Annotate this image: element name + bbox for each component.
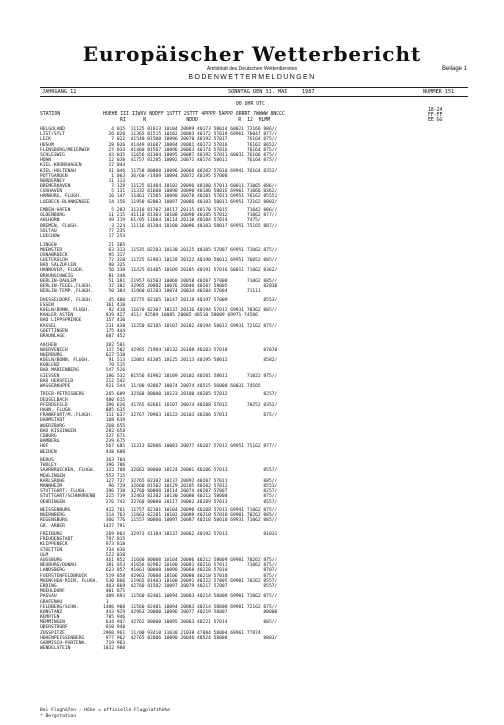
station-data: 1486 908 11560 82401 10094 20083 40214 58008 69901 72162 875//	[103, 604, 278, 610]
station-name: HAHN, FLUGH.	[40, 408, 74, 414]
station-data: 363 704	[103, 458, 126, 464]
station-name: LINGEN	[40, 242, 57, 248]
station-name: BRAUNLAGE	[40, 334, 65, 340]
station-name: DARMSTADT	[40, 418, 65, 424]
station-data: 50 384 31960 01203 10074 20034 40204 57004 71111	[103, 289, 261, 295]
station-data: 607 452	[103, 334, 126, 340]
station-name: KARLSRUHE	[40, 478, 65, 484]
station-name: GUETERSLOH	[40, 258, 68, 264]
station-row	[40, 200, 480, 205]
station-data: 92 410 11670 82307 10137 20116 40194 57012 69931 70362 885//	[103, 308, 278, 314]
station-name: WENDELSTEIN	[40, 646, 71, 652]
station-name: FREIBURG	[40, 532, 63, 538]
station-name: BAD KISSINGEN	[40, 428, 76, 434]
station-row	[40, 234, 480, 239]
station-data: 98 325	[103, 263, 126, 269]
station-data: 5 203 31310 81707 10117 20115 40170 57015 71042 886//	[103, 208, 278, 214]
station-name: KIEL-HOLTENAU	[40, 168, 76, 174]
station-data: 553 715	[103, 473, 126, 479]
station-data: 480 615	[103, 397, 126, 403]
station-data: 212 542	[103, 378, 126, 384]
station-name: GOETTINGEN	[40, 328, 68, 334]
station-name: PFERDSFELD	[40, 402, 68, 408]
station-data: 2960 961 11/00 93410 11038 21038 47084 58004 69961 77874	[103, 630, 261, 636]
station-name: AUGSBURG	[40, 558, 63, 563]
station-name: BAD LIPPSPRINGE	[40, 318, 82, 324]
station-data: 522 838	[103, 552, 126, 558]
station-name: OEHRINGEN	[40, 499, 65, 505]
issue-date: SONNTAG DEN 31. MAI	[228, 89, 288, 95]
station-data: 839 427 411/ 92509 10085 20085 48510 58009 69971 74586	[103, 313, 258, 319]
station-name: HOF	[40, 444, 49, 450]
station-name: FREUDENSTADT	[40, 537, 74, 543]
station-data: 11 113	[103, 178, 126, 184]
station-data: 31 046 11758 80000 10096 20066 40202 57010 69941 76164 8352/	[103, 168, 278, 174]
station-name: THOLEY	[40, 463, 57, 469]
station-data: 705 946	[103, 615, 126, 621]
station-name: NUERBURG	[40, 352, 63, 358]
station-name: ESSEN	[40, 302, 54, 308]
station-data: 438 688	[103, 449, 126, 455]
station-data: 337 671	[103, 433, 126, 439]
beilage-label: Beilage 1	[442, 66, 468, 72]
station-data: 72 320 11725 61903 10128 20122 40190 58012 69951 76052 885//	[103, 258, 278, 264]
station-data: 409 893 11560 82401 10094 20083 40214 58008 69901 71062 875//	[103, 594, 278, 600]
station-data: 3 224 11116 81204 10100 20096 40183 58017 69951 75165 887//	[103, 223, 278, 229]
station-name: KLIPPENECK	[40, 542, 68, 548]
station-name: SOLTAU	[40, 228, 57, 234]
station-name: STUTTGART/SCHNARRENB	[40, 494, 96, 500]
station-name: HELGOLAND	[40, 127, 65, 132]
station-name: BRAUNSCHWEIG	[40, 273, 74, 279]
station-name: COBURG	[40, 433, 57, 439]
station-data: 396 738 32760 80000 10114 20074 40207 57007 8257/	[103, 489, 278, 495]
station-name: STUTTGART, FLUGH.	[40, 489, 88, 495]
station-name: KOBLENZ	[40, 363, 60, 369]
station-data: 7 022 41540 81508 10096 20070 40192 57017 76164 875//	[103, 137, 278, 143]
station-row	[40, 524, 480, 529]
station-name: ZUGSPITZE	[40, 630, 65, 636]
station-data: 91 513 12081 81305 10125 20113 40195 58012 8582/	[103, 358, 278, 364]
station-data: 7 129 11125 81404 10102 20096 40180 57011 60011 71065 886//	[103, 184, 278, 190]
station-name: BAD MARIENBERG	[40, 368, 79, 374]
station-data: 81 348	[103, 273, 126, 279]
station-data: 463 869 42760 81502 10097 20079 40217 57007 8557/	[103, 583, 278, 589]
station-data: 157 430	[103, 318, 126, 324]
station-data: 239 675	[103, 439, 126, 445]
station-name: ERDING	[40, 583, 57, 589]
station-data: 202 501	[103, 342, 126, 348]
station-data: 95 317	[103, 252, 126, 258]
station-data: 28 026 41449 81607 10094 20081 40173 57016 76162 8652/	[103, 142, 278, 148]
station-data: 314 763 11663 82201 10102 20089 40210 57010 69901 70262 885//	[103, 513, 278, 519]
station-name: BERLIN-TEGEL,FLUGH.	[40, 284, 93, 290]
station-data: 401 875	[103, 589, 126, 595]
station-data: 56 338 11425 81405 10109 20105 40191 57016 60011 71062 8362/	[103, 268, 278, 274]
wind-label: FF-FF	[428, 113, 443, 118]
station-name: HOHENPEISSENBERG	[40, 635, 85, 641]
station-row	[40, 289, 480, 294]
station-name: KIEL-KRONSHAGEN	[40, 163, 82, 169]
station-name: NEUBURG/DONAU	[40, 563, 76, 569]
station-name: SAARBRUECKEN, FLUGH.	[40, 468, 96, 474]
station-name: WEISSENBURG	[40, 508, 71, 514]
station-name: MUEHLDORF	[40, 589, 65, 595]
station-data: 77 235	[103, 228, 126, 234]
station-data: 27 033 41460 81507 10096 20063 40174 57016 76164 875//	[103, 147, 278, 153]
station-name: LECK	[40, 137, 52, 143]
station-row	[40, 384, 480, 389]
period-label: 18-24	[428, 108, 443, 113]
station-name: KAHLER ASTEN	[40, 313, 74, 319]
station-data: 1 063 36/60 /1409 10094 20072 40195 57008	[103, 173, 228, 179]
station-data: 14 156 11950 82003 10097 20086 40183 58011 69951 72162 8802/	[103, 199, 278, 205]
station-data: 422 761 11757 82101 10104 20090 40208 57013 69941 71062 875//	[103, 508, 278, 514]
station-data: 734 836	[103, 547, 126, 553]
station-data: 810 948	[103, 625, 126, 631]
station-name: LANDSBERG	[40, 568, 65, 574]
station-column-header: STATION	[40, 112, 61, 117]
section-title: BODENWETTERMELDUNGEN	[188, 74, 316, 81]
station-data: 623 857 41661 80000 10098 20068 40220 57010 8707/	[103, 568, 278, 574]
station-data: 805 635	[103, 408, 126, 414]
station-name: AACHEN	[40, 342, 57, 348]
station-name: MEMMINGEN	[40, 620, 65, 626]
station-data: 1832 980	[103, 646, 126, 652]
station-data: 108 639	[103, 418, 126, 424]
station-name: DUESSELDORF, FLUGH.	[40, 297, 93, 303]
page-title: Europäischer Wetterbericht	[82, 42, 422, 66]
station-name: KONSTANZ	[40, 609, 63, 615]
station-name: BREMEN, FLUGH.	[40, 223, 79, 229]
station-name: MANNHEIM	[40, 483, 63, 489]
station-data: 268 655	[103, 423, 126, 429]
station-data: 17 253	[103, 234, 126, 240]
station-name: PUTTGARDEN	[40, 173, 68, 179]
station-name: FELDBERG/SCHW.	[40, 604, 79, 610]
station-name: STOETTEN	[40, 547, 63, 553]
publisher-subtitle: Amtsblatt des Deutschen Wetterdienstes	[206, 66, 298, 72]
station-data: 282 658	[103, 428, 126, 434]
station-row	[40, 334, 480, 339]
station-name: HUSUM	[40, 142, 54, 148]
station-data: 62 313 11535 82203 10130 20125 40185 57007 69951 71062 875//	[103, 247, 278, 253]
station-data: 117 502 42965 71904 10132 20108 40203 57010 87070	[103, 347, 278, 353]
station-name: DEUSELBACH	[40, 397, 68, 403]
station-name: NORDERNEY	[40, 178, 65, 184]
column-header	[0, 102, 504, 126]
station-name: MUENSTER	[40, 247, 63, 253]
station-data: 547 526	[103, 368, 126, 374]
station-data: 43 035 11656 81304 10095 20087 40192 57011 60031 76166 875//	[103, 152, 278, 158]
station-name: TRIER-PETRISBERG	[40, 392, 85, 398]
station-name: OSNABRUECK	[40, 252, 68, 258]
issue-header-bar	[40, 87, 468, 97]
station-data: 921 544 11/00 92807 10074 20074 48515 56008 60031 74565	[103, 384, 261, 389]
station-data: 1437 791	[103, 523, 126, 529]
station-name: FRANKFURT/M.,FLUGH.	[40, 413, 93, 419]
station-name: OLDENBURG	[40, 213, 65, 219]
station-data: 461 852 11660 80000 10104 20086 40212 58009 69901 70262 875//	[103, 558, 278, 563]
station-name: KOELN/BONN, FLUGH.	[40, 358, 90, 364]
station-data: 627 510	[103, 352, 126, 358]
station-data: 1	[103, 599, 109, 605]
station-data: 381 853 41656 82902 10100 20081 40216 57011 71062 875//	[103, 563, 278, 569]
station-name: GIESSEN	[40, 373, 60, 379]
station-data: 567 685 11213 82606 10083 20077 40207 57012 69951 75162 877//	[103, 444, 278, 450]
station-name: WASSERKUPPE	[40, 384, 71, 389]
station-name: BAD HERSFELD	[40, 378, 74, 384]
station-name: LUECHOW	[40, 234, 60, 240]
station-data: 26 020 11365 81515 10102 20083 40172 57019 69961 76047 877//	[103, 132, 278, 138]
station-name: WEIDEN	[40, 449, 57, 455]
station-data: 719 963	[103, 641, 126, 646]
code-subheader: RI N NDDD R 12 HLMM	[120, 118, 271, 123]
station-row	[40, 450, 480, 455]
station-data: 4 015 11125 81613 10104 20099 40173 58014 60021 72166 886//	[103, 127, 278, 132]
station-data: 127 727 32765 82102 10137 20092 40207 57011 885//	[103, 478, 278, 484]
station-data: 16 147 11461 71505 10098 20078 40201 57011 69951 76162 85551	[103, 194, 278, 200]
station-data: 11 215 41110 81303 10108 20098 40185 57012 71062 877//	[103, 213, 278, 219]
station-name: BERUS	[40, 458, 54, 464]
station-data: 111 637 32767 70903 10122 20103 40206 57013 875//	[103, 413, 278, 419]
station-data: 519 858 42962 70000 10106 20080 40218 57010 875//	[103, 573, 278, 579]
station-name: REGENSBURG	[40, 518, 68, 524]
station-data: 161 410	[103, 302, 126, 308]
station-data: 12 038 41757 81205 10092 20071 40174 58011 76164 875//	[103, 158, 278, 164]
station-name: MEHLINGEN	[40, 473, 65, 479]
station-data: 977 962 42765 82006 10090 20046 48524 58008 8803/	[103, 635, 278, 641]
station-data: 634 947 42762 80000 10095 20063 40221 57014 885//	[103, 620, 278, 626]
station-data: 70 515	[103, 363, 126, 369]
station-name: LUEBECK-BLANKENSEE	[40, 199, 90, 205]
station-name: NUERNBERG	[40, 513, 65, 519]
station-data: 315 739 32463 81302 10130 20080 40212 58008 875//	[103, 494, 278, 500]
station-name: BERLIN-DAHLEM	[40, 278, 76, 284]
footnote-mountain: * Bergstation	[40, 714, 76, 719]
code-column-header: HOEHE III IIWVV NDDFF 1STTT 2STTT 4PPPP 5APPP 6RRRT 7WWWW 8NCCC	[103, 112, 285, 117]
station-name: BREMERHAVEN	[40, 184, 71, 190]
station-name: AHLHORN	[40, 218, 60, 224]
station-name: HOHN	[40, 158, 52, 164]
station-name: BAD SALZUFLEN	[40, 263, 76, 269]
footnote-airports: Bei Flughäfen : Höhe = offizielle Flugplatzhöhe	[40, 708, 170, 713]
station-data: 396 706	[103, 463, 126, 469]
jahrgang-label: JAHRGANG 12	[42, 89, 77, 95]
station-name: BERLIN-TEMP.,FLUGH.	[40, 289, 93, 295]
station-table	[40, 127, 480, 651]
station-name: MUENCHEN-RIEM, FLUGH.	[40, 578, 99, 584]
station-name: FLENSBURG/MEIERWIK	[40, 147, 90, 153]
station-name: KASSEL	[40, 323, 57, 329]
gust-label: EE GG	[428, 118, 443, 123]
station-name: ULM	[40, 552, 49, 558]
station-name: WUERZBURG	[40, 423, 65, 429]
station-name: GARMISCH-PARTENK.	[40, 641, 88, 646]
station-data: 175 444	[103, 328, 126, 334]
station-row	[40, 646, 480, 651]
issue-year: 1987	[302, 89, 315, 95]
station-name: HANNOVER, FLUGH.	[40, 268, 85, 274]
station-data: 231 438 11250 82105 10107 20102 40194 58012 69931 72162 875//	[103, 323, 278, 329]
station-data: 51 381 21957 61503 10068 20058 40207 57008 71062 885//	[103, 278, 278, 284]
station-data: 96 729 32660 81502 10129 20105 40202 57012 8553/	[103, 483, 278, 489]
station-name: NOERVENICH	[40, 347, 68, 353]
station-data: 443 929 42963 20000 10096 20077 40219 58007 80000	[103, 609, 278, 615]
station-name: BAMBERG	[40, 439, 60, 445]
station-data: 797 815	[103, 537, 126, 543]
station-data: 265 609 32568 80000 10123 20100 40205 57012 8257/	[103, 392, 278, 398]
station-name: OBERSTDORF	[40, 625, 68, 631]
station-name: GRAFENAU	[40, 599, 63, 605]
station-row	[40, 500, 480, 505]
station-name: FUERSTENFELDBRUCK	[40, 573, 88, 579]
station-data: 186 532 81556 81902 10109 20102 40201 58011 71022 875//	[103, 373, 278, 379]
station-data: 269 803 32973 41104 10137 20062 40192 57013 81031	[103, 532, 278, 538]
station-data: 21 305	[103, 242, 126, 248]
station-name: KEMPTEN	[40, 615, 60, 621]
issue-number: NUMMER 151	[423, 89, 455, 95]
station-data: 366 776 11557 80000 10097 20087 40210 58010 69931 71062 885//	[103, 518, 278, 524]
station-data: 37 382 32965 20802 10076 20040 40207 58005 82030	[103, 284, 278, 290]
station-name: CUXHAVEN	[40, 189, 63, 195]
time-label: 00 UHR UTC	[236, 102, 265, 107]
station-data: 45 400 32775 82105 10147 20118 40197 57009 8553/	[103, 297, 278, 303]
station-data: 530 866 11965 81403 10100 20091 40222 57005 69901 70262 8557/	[103, 578, 278, 584]
station-data: 5 131 11332 81608 10098 20090 40180 58015 69961 71066 8362/	[103, 189, 278, 195]
station-name: GR. ARBER	[40, 523, 65, 529]
station-name: EMDEN-HAFEN	[40, 208, 71, 214]
station-name: HAMBURG, FLUGH.	[40, 194, 82, 200]
station-data: 396 626 41765 82601 10107 20074 40208 57012 70252 8352/	[103, 402, 278, 408]
station-name: PASSAU	[40, 594, 57, 600]
station-data: 276 742 32760 80000 10117 20082 40209 57013 8557/	[103, 499, 278, 505]
station-name: LIST/SYLT	[40, 132, 65, 138]
station-name: SCHLESWIG	[40, 152, 65, 158]
station-data: 973 818	[103, 542, 126, 548]
station-data: 322 708 32662 80000 10124 20081 40206 57013 8557/	[103, 468, 278, 474]
station-data: 17 044	[103, 163, 126, 169]
station-data: 49 219 61/05 11604 10114 20110 40184 57014 7475/	[103, 218, 261, 224]
station-name: KOELN/BONN, FLUGH.	[40, 308, 90, 314]
